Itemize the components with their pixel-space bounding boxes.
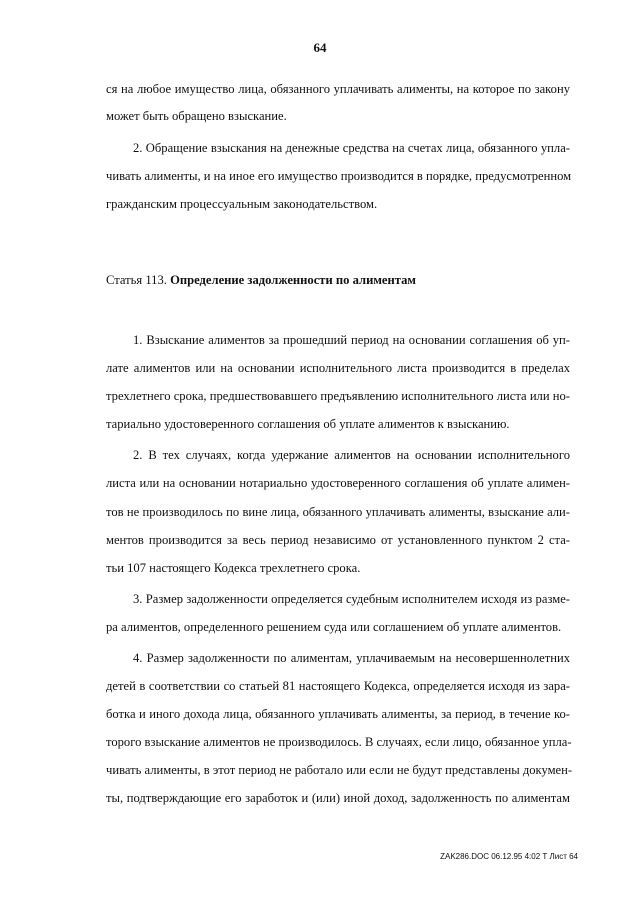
paragraph-line: чивать алименты, и на иное его имущество производится в порядке, предусмотренном (106, 169, 572, 183)
paragraph-line: торого взыскание алиментов не производилось. В случаях, если лицо, обязанное упла- (106, 735, 572, 749)
paragraph-line: 2. Обращение взыскания на денежные средства на счетах лица, обязанного упла- (133, 141, 570, 155)
paragraph-line: 3. Размер задолженности определяется судебным исполнителем исходя из разме- (133, 592, 570, 606)
paragraph-line: ра алиментов, определенного решением суда или соглашением об уплате алиментов. (106, 620, 562, 634)
paragraph-line: трехлетнего срока, предшествовавшего предъявлению исполнительного листа или но- (106, 389, 570, 403)
paragraph-line: ботка и иного дохода лица, обязанного уплачивать алименты, за период, в течение ко- (106, 707, 570, 721)
article-number: Статья 113. (106, 273, 167, 287)
paragraph-line: листа или на основании нотариально удостоверенного соглашения об уплате алимен- (106, 476, 570, 490)
paragraph-line: 2. В тех случаях, когда удержание алиментов на основании исполнительного (133, 448, 570, 462)
article-heading (106, 272, 416, 288)
paragraph-line: 4. Размер задолженности по алиментам, уплачиваемым на несовершеннолетних (133, 651, 570, 665)
paragraph-line: детей в соответствии со статьей 81 настоящего Кодекса, определяется исходя из зара- (106, 679, 570, 693)
paragraph-line: гражданским процессуальным законодательством. (106, 197, 378, 211)
paragraph-line: лате алиментов или на основании исполнительного листа производится в пределах (106, 361, 570, 375)
paragraph-line: ты, подтверждающие его заработок и (или) иной доход, задолженность по алиментам (106, 791, 570, 805)
paragraph-line: чивать алименты, в этот период не работало или если не будут представлены докумен- (106, 763, 573, 777)
page-number: 64 (313, 40, 327, 55)
paragraph-line: тариально удостоверенного соглашения об уплате алиментов к взысканию. (106, 417, 510, 431)
paragraph-line: ся на любое имущество лица, обязанного уплачивать алименты, на которое по закону (106, 82, 570, 96)
paragraph-line: тов не производилось по вине лица, обязанного уплачивать алименты, взыскание али- (106, 505, 570, 519)
article-title: Определение задолженности по алиментам (170, 273, 416, 287)
paragraph-line: ментов производится за весь период независимо от установленного пунктом 2 ста- (106, 533, 570, 547)
document-footer: ZAK286.DOC 06.12.95 4:02 Т Лист 64 (440, 852, 578, 861)
paragraph-line: может быть обращено взыскание. (106, 109, 287, 123)
paragraph-line: 1. Взыскание алиментов за прошедший период на основании соглашения об уп- (133, 333, 570, 347)
paragraph-line: тьи 107 настоящего Кодекса трехлетнего срока. (106, 561, 361, 575)
